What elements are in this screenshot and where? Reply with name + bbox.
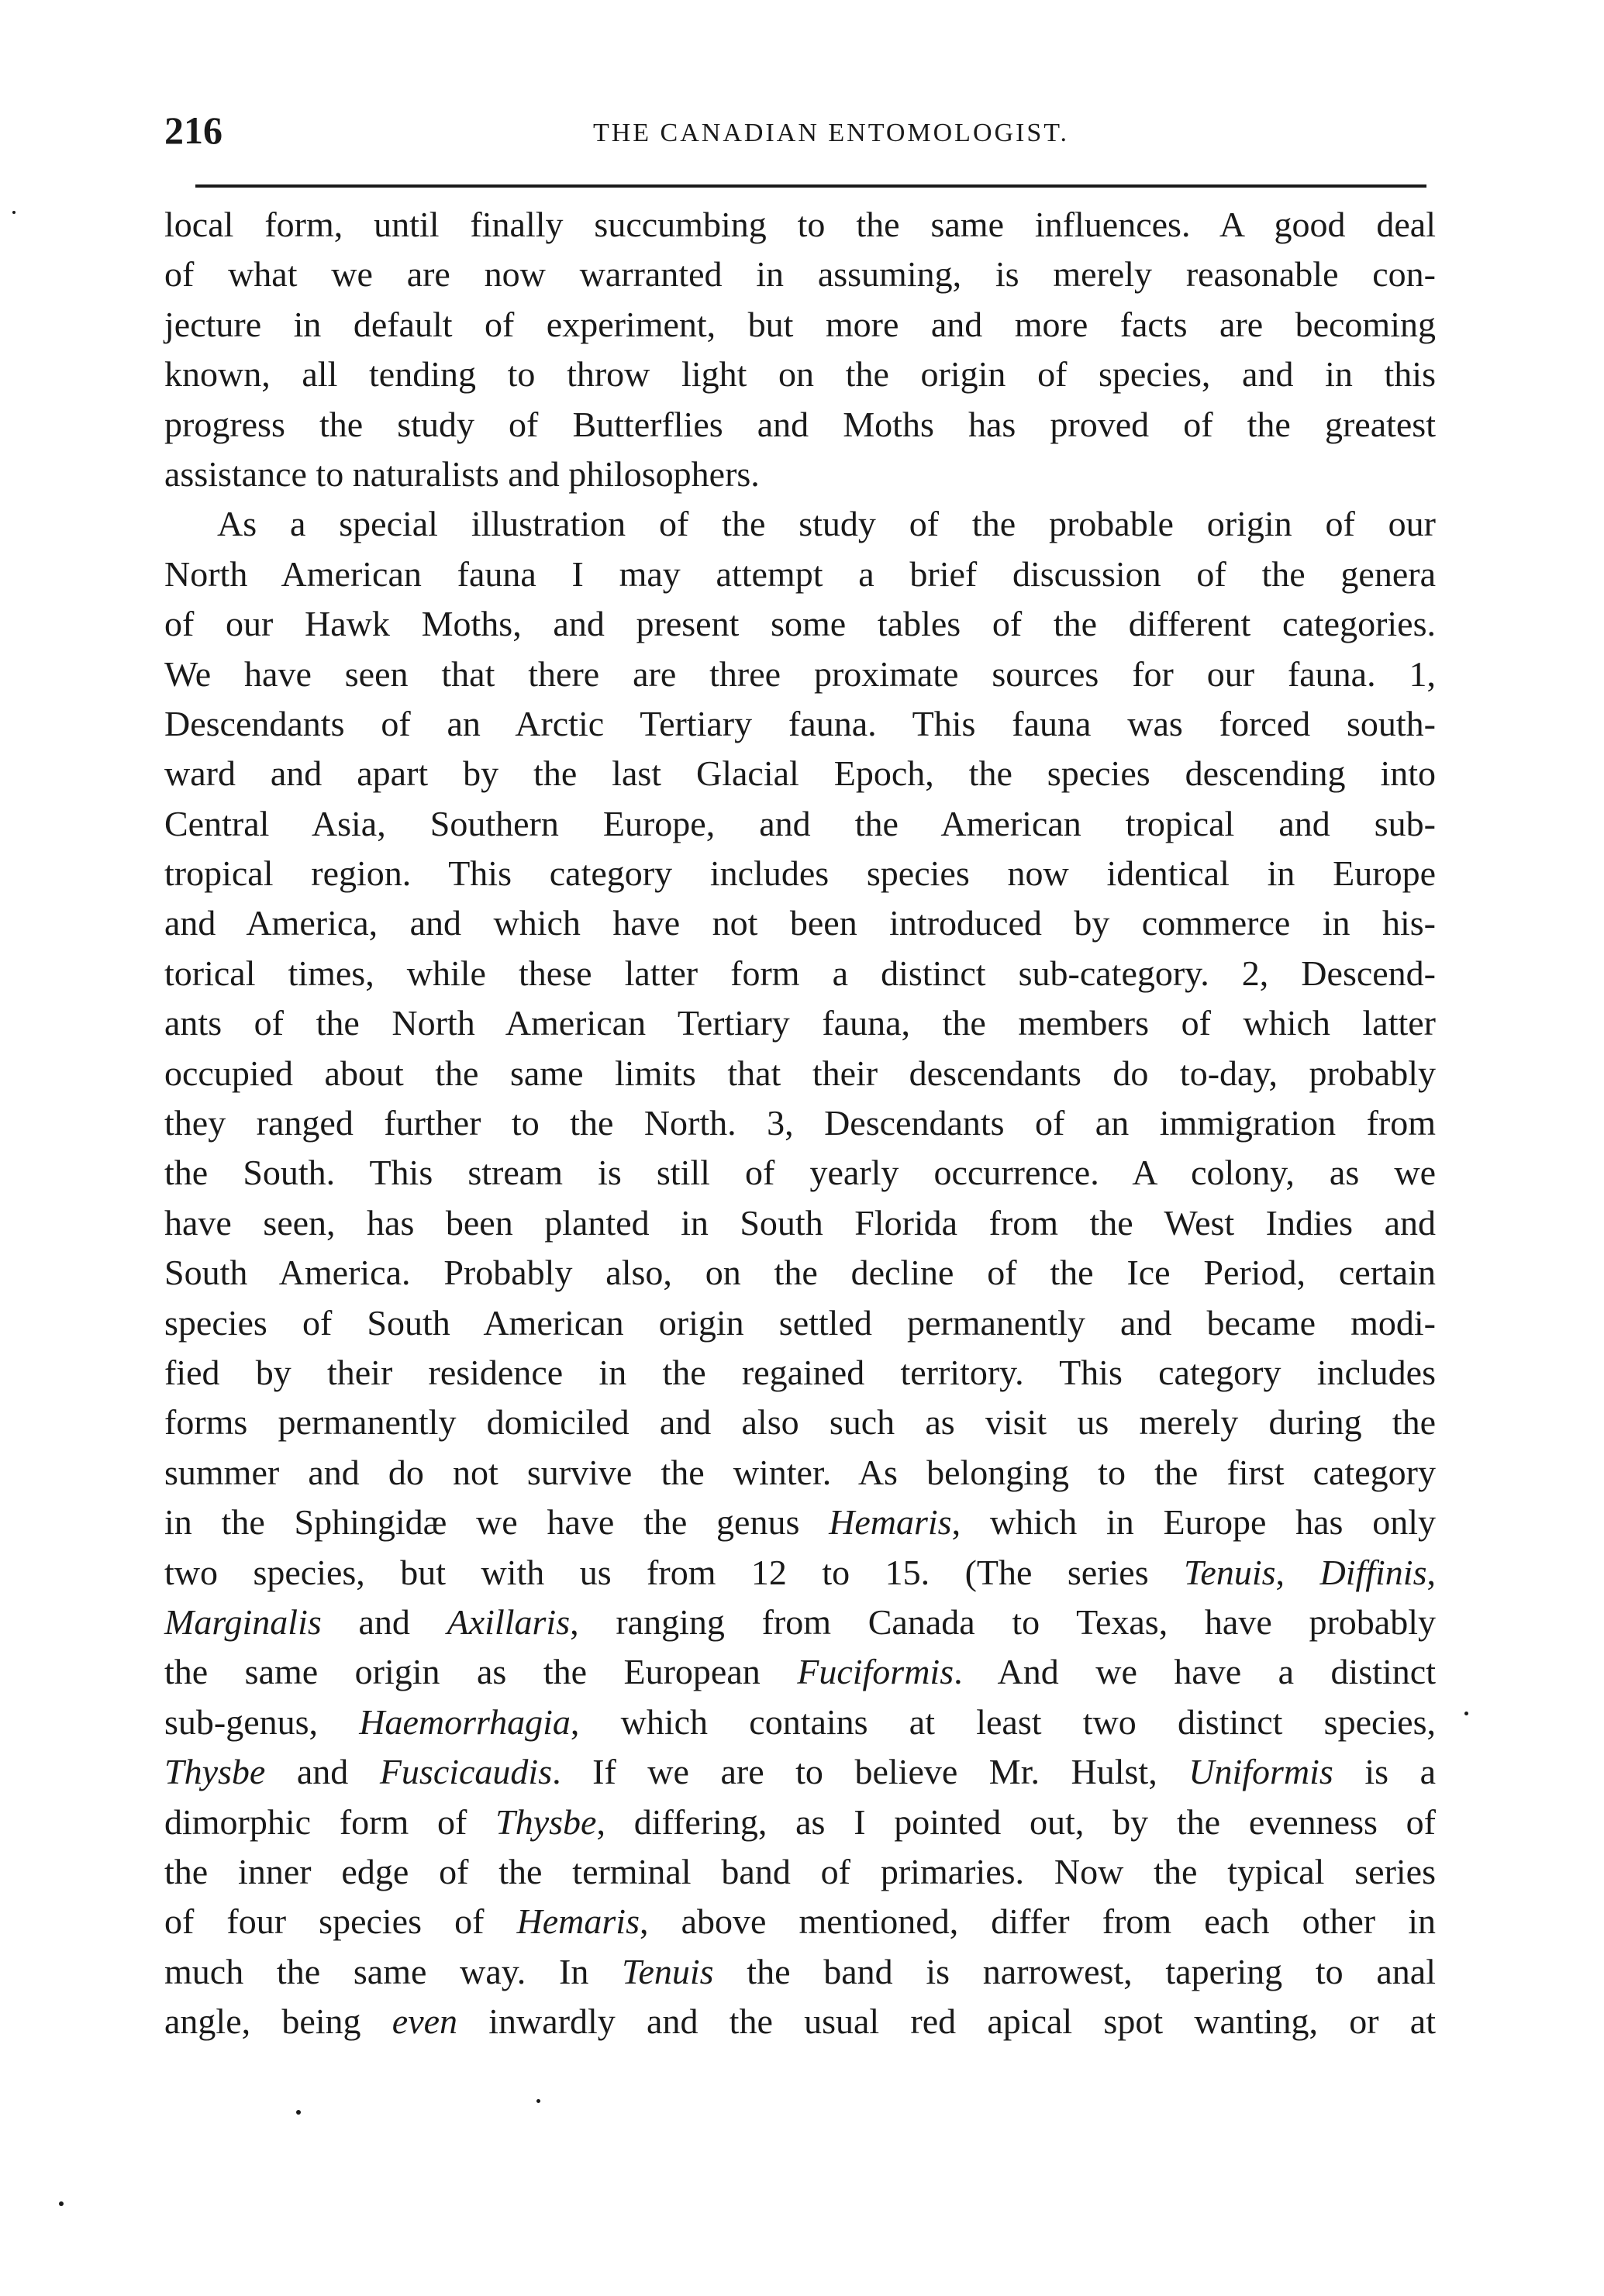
text-line: and America, and which have not been introduced by commerce in his- [164,903,1436,943]
text-line: the inner edge of the terminal band of primaries. Now the typical series [164,1851,1436,1891]
text-line: ward and apart by the last Glacial Epoch, the species descending into [164,753,1436,794]
taxon-name: Haemorrhagia [359,1701,571,1742]
text-line: fied by their residence in the regained territory. This category includes [164,1352,1436,1392]
text-line: of our Hawk Moths, and present some tables of the different categories. [164,604,1436,644]
text-line: occupied about the same limits that their descendants do to-day, probably [164,1053,1436,1093]
taxon-name: Hemaris [829,1502,952,1543]
print-speck [296,2110,301,2115]
text-line: We have seen that there are three proximate sources for our fauna. 1, [164,653,1436,694]
taxon-name: Uniformis [1188,1752,1333,1792]
text-line: tropical region. This category includes species now identical in Europe [164,853,1436,894]
text-line: they ranged further to the North. 3, Descendants of an immigration from [164,1103,1436,1143]
taxon-name: Diffinis [1319,1552,1427,1592]
text-line: angle, being even inwardly and the usual red apical spot wanting, or at [164,2001,1437,2042]
print-speck [1464,1712,1468,1715]
taxon-name: Thysbe [495,1801,597,1842]
text-line: Central Asia, Southern Europe, and the American tropical and sub- [164,803,1436,843]
text-line: the South. This stream is still of yearly occurrence. A colony, as we [164,1153,1436,1193]
text-line: two species, but with us from 12 to 15. (The series Tenuis, Diffinis, [164,1552,1436,1592]
emphasis: even [392,2001,458,2042]
text-line: forms permanently domiciled and also such as visit us merely during the [164,1402,1436,1443]
running-head-title: THE CANADIAN ENTOMOLOGIST. [592,119,1070,147]
text-line: much the same way. In Tenuis the band is narrowest, tapering to anal [164,1951,1436,1991]
text-line: ants of the North American Tertiary fauna, the members of which latter [164,1003,1436,1043]
text-line: sub-genus, Haemorrhagia, which contains at least two distinct species, [164,1701,1436,1742]
page-number: 216 [164,109,222,152]
text-line: assistance to naturalists and philosophers. [164,453,760,494]
taxon-name: Tenuis [622,1951,714,1991]
text-line: jecture in default of experiment, but more and more facts are becoming [164,304,1436,344]
print-speck [12,211,16,214]
taxon-name: Fuciformis [797,1652,954,1692]
text-line: known, all tending to throw light on the origin of species, and in this [164,354,1436,395]
text-line: Thysbe and Fuscicaudis. If we are to believe Mr. Hulst, Uniformis is a [164,1752,1436,1792]
text-line: the same origin as the European Fuciformis. And we have a distinct [164,1652,1436,1692]
taxon-name: Axillaris [447,1601,571,1642]
running-header [164,99,1433,158]
body-text [164,200,1436,2046]
print-speck [536,2099,540,2103]
text-line: Descendants of an Arctic Tertiary fauna. This fauna was forced south- [164,703,1436,743]
text-line: of what we are now warranted in assuming, is merely reasonable con- [164,254,1436,295]
taxon-name: Hemaris [516,1901,640,1942]
text-line: summer and do not survive the winter. As belonging to the first category [164,1452,1436,1492]
text-line: in the Sphingidæ we have the genus Hemaris, which in Europe has only [164,1502,1436,1543]
taxon-name: Marginalis [164,1601,322,1642]
taxon-name: Thysbe [164,1752,266,1792]
print-speck [59,2201,64,2206]
text-line: Marginalis and Axillaris, ranging from Canada to Texas, have probably [164,1601,1436,1642]
text-line: have seen, has been planted in South Florida from the West Indies and [164,1202,1436,1243]
text-line: dimorphic form of Thysbe, differing, as I pointed out, by the evenness of [164,1801,1436,1842]
header-rule [195,184,1426,188]
text-line: North American fauna I may attempt a brief discussion of the genera [164,553,1436,594]
text-line: progress the study of Butterflies and Moths has proved of the greatest [164,404,1436,444]
text-line: torical times, while these latter form a distinct sub-category. 2, Descend- [164,953,1436,993]
taxon-name: Tenuis [1184,1552,1276,1592]
paragraph-start-line: As a special illustration of the study of the probable origin of our [217,504,1436,544]
text-line: local form, until finally succumbing to the same influences. A good deal [164,205,1436,244]
text-line: of four species of Hemaris, above mentioned, differ from each other in [164,1901,1437,1942]
taxon-name: Fuscicaudis [379,1752,553,1792]
text-line: species of South American origin settled permanently and became modi- [164,1302,1436,1343]
text-line: South America. Probably also, on the decline of the Ice Period, certain [164,1253,1436,1293]
